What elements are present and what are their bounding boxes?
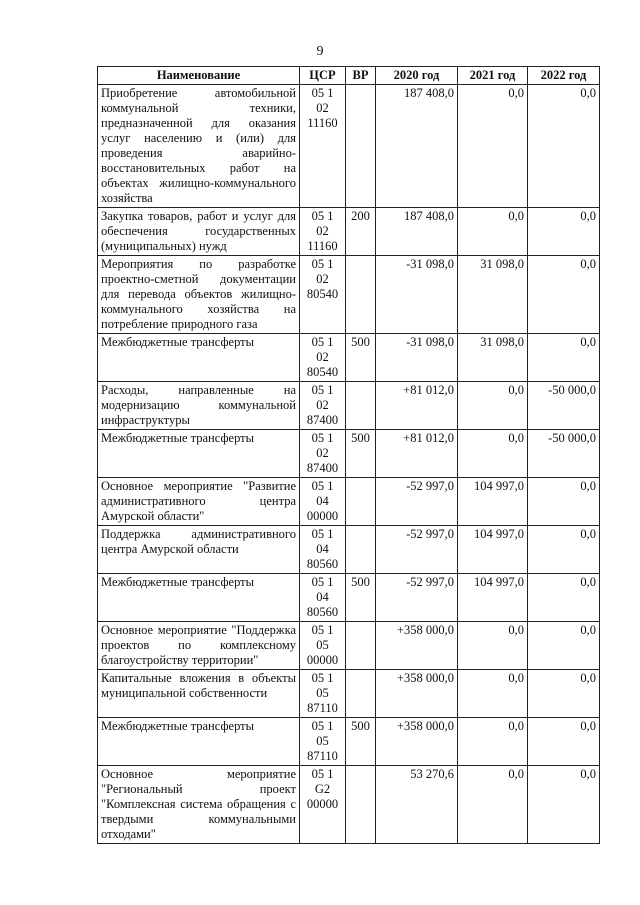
row-2022: 0,0	[528, 334, 600, 382]
table-header-row	[98, 67, 600, 85]
csr-program: 05 1	[311, 623, 334, 637]
csr-direction: 80540	[306, 287, 339, 301]
csr-subprogram: G2	[314, 782, 331, 796]
csr-direction: 87110	[307, 749, 338, 763]
row-csr	[300, 670, 346, 718]
row-vr	[346, 526, 376, 574]
row-name: Поддержка административного центра Амурской области	[98, 526, 300, 574]
row-vr: 500	[346, 334, 376, 382]
page-number: 9	[316, 44, 324, 59]
row-2022: 0,0	[528, 256, 600, 334]
csr-subprogram: 05	[316, 734, 329, 748]
table-row	[98, 766, 600, 844]
csr-subprogram: 05	[316, 638, 329, 652]
header-2021: 2021 год	[458, 67, 528, 85]
row-2021: 0,0	[458, 718, 528, 766]
row-csr	[300, 334, 346, 382]
row-2020: +358 000,0	[376, 670, 458, 718]
csr-program: 05 1	[311, 257, 334, 271]
table-row	[98, 718, 600, 766]
row-vr: 500	[346, 430, 376, 478]
table-row	[98, 256, 600, 334]
csr-direction: 00000	[306, 797, 339, 811]
csr-program: 05 1	[311, 479, 334, 493]
row-csr	[300, 208, 346, 256]
row-2021: 0,0	[458, 430, 528, 478]
row-csr	[300, 85, 346, 208]
row-csr	[300, 382, 346, 430]
header-csr: ЦСР	[300, 67, 346, 85]
row-vr	[346, 622, 376, 670]
row-vr: 200	[346, 208, 376, 256]
table-row	[98, 85, 600, 208]
row-2022: 0,0	[528, 85, 600, 208]
row-name: Межбюджетные трансферты	[98, 718, 300, 766]
row-name: Мероприятия по разработке проектно-сметной документации для перевода объектов жилищно-коммунального хозяйства на потребление природного газа	[98, 256, 300, 334]
table-row	[98, 622, 600, 670]
row-2021: 0,0	[458, 670, 528, 718]
table-row	[98, 208, 600, 256]
row-vr	[346, 85, 376, 208]
row-2020: +81 012,0	[376, 430, 458, 478]
header-2022: 2022 год	[528, 67, 600, 85]
row-2020: 187 408,0	[376, 208, 458, 256]
table-row	[98, 670, 600, 718]
row-2022: 0,0	[528, 622, 600, 670]
row-2022: 0,0	[528, 670, 600, 718]
csr-program: 05 1	[311, 527, 334, 541]
row-csr	[300, 574, 346, 622]
row-vr	[346, 766, 376, 844]
row-2021: 104 997,0	[458, 526, 528, 574]
csr-program: 05 1	[311, 719, 334, 733]
row-2020: +358 000,0	[376, 718, 458, 766]
row-vr: 500	[346, 574, 376, 622]
row-2020: +358 000,0	[376, 622, 458, 670]
table-row	[98, 382, 600, 430]
row-name: Межбюджетные трансферты	[98, 334, 300, 382]
row-2021: 0,0	[458, 622, 528, 670]
csr-direction: 87400	[306, 413, 339, 427]
row-2022: 0,0	[528, 766, 600, 844]
csr-program: 05 1	[311, 431, 334, 445]
row-csr	[300, 478, 346, 526]
row-2022: 0,0	[528, 478, 600, 526]
csr-program: 05 1	[311, 671, 334, 685]
csr-subprogram: 02	[316, 446, 329, 460]
row-2020: 187 408,0	[376, 85, 458, 208]
csr-direction: 00000	[306, 653, 339, 667]
row-2021: 0,0	[458, 85, 528, 208]
row-csr	[300, 718, 346, 766]
csr-subprogram: 02	[316, 224, 329, 238]
row-name: Основное мероприятие "Региональный проект "Комплексная система обращения с твердыми коммунальными отходами"	[98, 766, 300, 844]
csr-program: 05 1	[311, 575, 334, 589]
csr-subprogram: 02	[316, 101, 329, 115]
csr-direction: 11160	[307, 116, 338, 130]
table-row	[98, 526, 600, 574]
row-2022: 0,0	[528, 208, 600, 256]
row-name: Капитальные вложения в объекты муниципальной собственности	[98, 670, 300, 718]
row-2021: 0,0	[458, 382, 528, 430]
row-name: Закупка товаров, работ и услуг для обеспечения государственных (муниципальных) нужд	[98, 208, 300, 256]
row-csr	[300, 622, 346, 670]
row-name: Основное мероприятие "Развитие административного центра Амурской области"	[98, 478, 300, 526]
row-2021: 104 997,0	[458, 574, 528, 622]
csr-subprogram: 02	[316, 350, 329, 364]
csr-direction: 87110	[307, 701, 338, 715]
csr-direction: 11160	[307, 239, 338, 253]
csr-subprogram: 04	[316, 590, 329, 604]
csr-subprogram: 02	[316, 398, 329, 412]
row-2022: 0,0	[528, 574, 600, 622]
row-csr	[300, 256, 346, 334]
row-2022: -50 000,0	[528, 382, 600, 430]
row-2020: +81 012,0	[376, 382, 458, 430]
csr-direction: 87400	[306, 461, 339, 475]
table-row	[98, 478, 600, 526]
csr-direction: 80540	[306, 365, 339, 379]
csr-subprogram: 02	[316, 272, 329, 286]
header-2020: 2020 год	[376, 67, 458, 85]
row-2021: 0,0	[458, 766, 528, 844]
row-name: Расходы, направленные на модернизацию коммунальной инфраструктуры	[98, 382, 300, 430]
csr-subprogram: 05	[316, 686, 329, 700]
csr-program: 05 1	[311, 335, 334, 349]
row-name: Межбюджетные трансферты	[98, 574, 300, 622]
row-csr	[300, 526, 346, 574]
row-2020: 53 270,6	[376, 766, 458, 844]
csr-program: 05 1	[311, 383, 334, 397]
csr-direction: 80560	[306, 605, 339, 619]
row-2022: -50 000,0	[528, 430, 600, 478]
row-2021: 104 997,0	[458, 478, 528, 526]
row-vr	[346, 256, 376, 334]
row-2021: 31 098,0	[458, 256, 528, 334]
table-row	[98, 430, 600, 478]
row-2020: -52 997,0	[376, 478, 458, 526]
row-vr	[346, 670, 376, 718]
header-name: Наименование	[98, 67, 300, 85]
table-row	[98, 334, 600, 382]
row-vr: 500	[346, 718, 376, 766]
row-name: Основное мероприятие "Поддержка проектов по комплексному благоустройству территории"	[98, 622, 300, 670]
row-2021: 0,0	[458, 208, 528, 256]
csr-subprogram: 04	[316, 542, 329, 556]
csr-direction: 80560	[306, 557, 339, 571]
row-name: Межбюджетные трансферты	[98, 430, 300, 478]
row-2020: -52 997,0	[376, 574, 458, 622]
csr-direction: 00000	[306, 509, 339, 523]
row-2022: 0,0	[528, 718, 600, 766]
row-csr	[300, 766, 346, 844]
row-2022: 0,0	[528, 526, 600, 574]
header-vr: ВР	[346, 67, 376, 85]
row-2021: 31 098,0	[458, 334, 528, 382]
csr-subprogram: 04	[316, 494, 329, 508]
budget-table	[97, 66, 600, 844]
row-vr	[346, 478, 376, 526]
csr-program: 05 1	[311, 209, 334, 223]
csr-program: 05 1	[311, 767, 334, 781]
row-vr	[346, 382, 376, 430]
csr-program: 05 1	[311, 86, 334, 100]
row-name: Приобретение автомобильной коммунальной техники, предназначенной для оказания услуг населению и (или) для проведения аварийно-восстановительных работ на объектах жилищно-коммунального хозяйства	[98, 85, 300, 208]
row-2020: -31 098,0	[376, 256, 458, 334]
row-csr	[300, 430, 346, 478]
row-2020: -31 098,0	[376, 334, 458, 382]
table-row	[98, 574, 600, 622]
row-2020: -52 997,0	[376, 526, 458, 574]
